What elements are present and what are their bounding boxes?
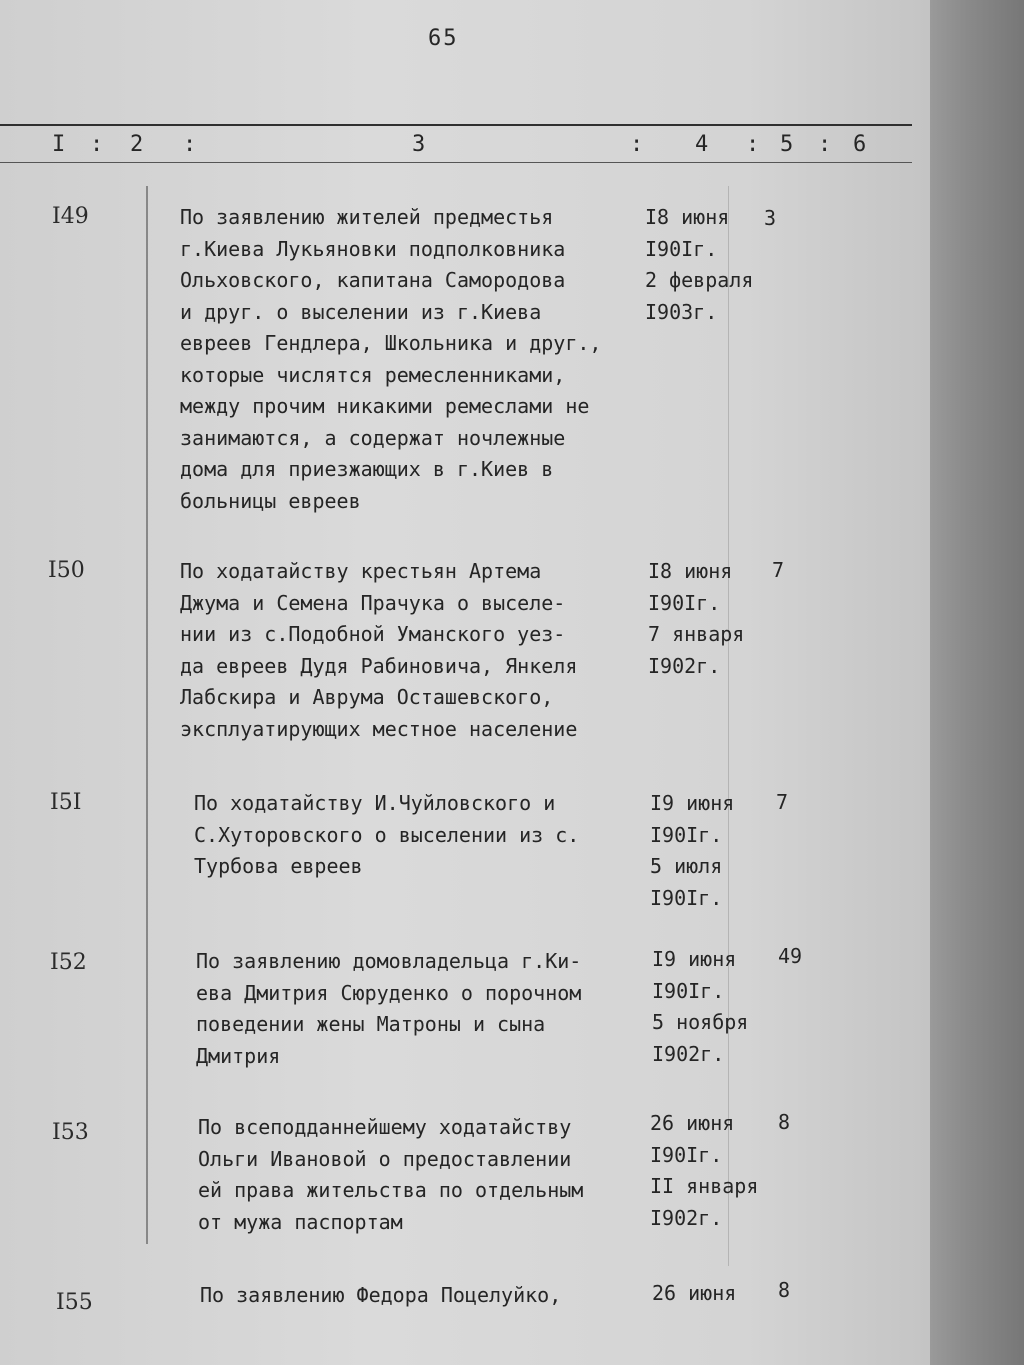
entry-sheet-count: 8 — [778, 1278, 791, 1302]
entry-number: I53 — [52, 1120, 89, 1145]
entry-description: По ходатайству крестьян Артема Джума и Семена Прачука о выселе- нии из с.Подобной Уманского уез- да евреев Дудя Рабиновича, Янкеля Лабскира и Аврума Осташевского, эксплуатирующих местное население — [180, 559, 578, 741]
page-number: 65 — [428, 26, 459, 51]
column-separator: : — [90, 132, 105, 157]
entry-description: По заявлению Федора Поцелуйко, — [200, 1283, 562, 1307]
column-1-header: I — [52, 132, 67, 157]
entry-number: I5I — [50, 790, 82, 815]
entry-number: I52 — [50, 950, 87, 975]
header-bottom-rule — [0, 162, 912, 163]
header-top-rule — [0, 124, 912, 126]
entry-dates: I9 июня I90Iг. 5 июля I90Iг. — [650, 791, 735, 910]
entry-sheet-count: 7 — [772, 558, 785, 582]
entry-description: По всеподданнейшему ходатайству Ольги Ивановой о предоставлении ей права жительства по отдельным от мужа паспортам — [198, 1115, 584, 1234]
column-divider-line — [146, 186, 148, 1244]
column-3-header: 3 — [412, 132, 427, 157]
column-separator: : — [818, 132, 833, 157]
column-4-header: 4 — [695, 132, 710, 157]
entry-dates: I8 июня I90Iг. 2 февраля I903г. — [645, 205, 754, 324]
entry-sheet-count: 7 — [776, 790, 789, 814]
column-5-header: 5 — [780, 132, 795, 157]
entry-description: По ходатайству И.Чуйловского и С.Хуторовского о выселении из с. Турбова евреев — [194, 791, 580, 878]
adjacent-page-edge — [930, 0, 1024, 1365]
entry-sheet-count: 8 — [778, 1110, 791, 1134]
entry-number: I50 — [48, 558, 85, 583]
column-separator: : — [630, 132, 645, 157]
entry-sheet-count: 49 — [778, 944, 803, 968]
entry-dates: I9 июня I90Iг. 5 ноября I902г. — [652, 947, 749, 1066]
column-separator: : — [746, 132, 761, 157]
entry-description: По заявлению жителей предместья г.Киева Лукьяновки подполковника Ольховского, капитана Самородова и друг. о выселении из г.Киева евреев Гендлера, Школьника и друг., которые числятся ремесленниками, между прочим никакими ремеслами не занимаются, а содержат ночлежные дома для приезжающих в г.Киев в больницы евреев — [180, 205, 602, 513]
entry-number: I49 — [52, 204, 89, 229]
entry-number: I55 — [56, 1290, 93, 1315]
entry-description: По заявлению домовладельца г.Ки- ева Дмитрия Сюруденко о порочном поведении жены Матроны и сына Дмитрия — [196, 949, 582, 1068]
entry-dates: 26 июня I90Iг. II января I902г. — [650, 1111, 759, 1230]
column-separator: : — [183, 132, 198, 157]
entry-sheet-count: 3 — [764, 206, 777, 230]
column-divider-line — [728, 186, 729, 1266]
column-2-header: 2 — [130, 132, 145, 157]
entry-dates: I8 июня I90Iг. 7 января I902г. — [648, 559, 745, 678]
column-6-header: 6 — [853, 132, 868, 157]
entry-dates: 26 июня — [652, 1281, 737, 1305]
